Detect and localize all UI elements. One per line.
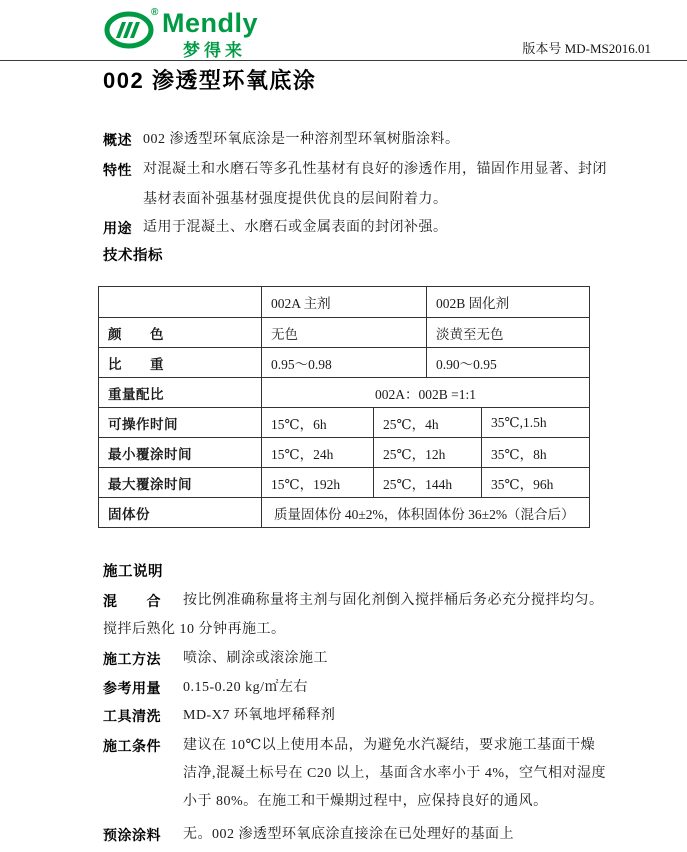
overview-row (103, 125, 635, 155)
color-a: 无色 (261, 318, 426, 347)
gravity-label: 比 重 (108, 356, 164, 372)
usage-row (103, 213, 635, 243)
pot-life-35c: 35℃,1.5h (481, 408, 589, 437)
color-label: 颜 色 (108, 326, 164, 342)
overview-text: 002 渗透型环氧底涂是一种溶剂型环氧树脂涂料。 (143, 132, 460, 147)
precoat-value: 无。002 渗透型环氧底涂直接涂在已处理好的基面上 (183, 827, 514, 842)
cleaning-row (103, 701, 335, 731)
conditions-line-1: 建议在 10℃以上使用本品，为避免水汽凝结，要求施工基面干燥 (183, 738, 596, 753)
table-row-ratio (99, 377, 589, 407)
table-header-row (99, 287, 589, 317)
overview-label: 概述 (103, 132, 132, 148)
conditions-line-3: 小于 80%。在施工和干燥期过程中，应保持良好的通风。 (183, 794, 548, 809)
brand-name-chinese: 梦得来 (183, 41, 246, 60)
min-recoat-15c: 15℃，24h (261, 438, 373, 467)
dosage-value: 0.15-0.20 kg/㎡左右 (183, 680, 309, 695)
table-row-gravity (99, 347, 589, 377)
color-b: 淡黄至无色 (426, 318, 589, 347)
features-label: 特性 (103, 162, 132, 178)
table-row-pot-life (99, 407, 589, 437)
table-header-empty (99, 287, 261, 317)
tech-indicators-heading: 技术指标 (103, 248, 163, 264)
conditions-line-2: 洁净,混凝土标号在 C20 以上，基面含水率小于 4%，空气相对湿度 (183, 766, 606, 781)
mendly-m-logo-icon (104, 11, 156, 51)
spec-table (98, 286, 590, 528)
gravity-a: 0.95～0.98 (261, 348, 426, 377)
pot-life-label: 可操作时间 (108, 416, 178, 432)
mixing-row (103, 586, 604, 616)
method-row (103, 644, 328, 674)
pot-life-15c: 15℃，6h (261, 408, 373, 437)
cleaning-label: 工具清洗 (103, 708, 161, 724)
table-row-max-recoat (99, 467, 589, 497)
table-row-min-recoat (99, 437, 589, 467)
ratio-value: 002A：002B =1:1 (261, 378, 589, 407)
table-row-solids (99, 497, 589, 527)
min-recoat-35c: 35℃，8h (481, 438, 589, 467)
construction-heading: 施工说明 (103, 564, 163, 580)
conditions-row (103, 732, 633, 816)
usage-text: 适用于混凝土、水磨石或金属表面的封闭补强。 (143, 220, 448, 235)
solids-value: 质量固体份 40±2%，体积固体份 36±2%（混合后） (261, 498, 589, 527)
registered-trademark-icon: ® (151, 7, 159, 18)
features-line-1: 对混凝土和水磨石等多孔性基材有良好的渗透作用，锚固作用显著、封闭 (143, 162, 607, 177)
cleaning-value: MD-X7 环氧地坪稀释剂 (183, 708, 336, 723)
dosage-label: 参考用量 (103, 680, 161, 696)
solids-label: 固体份 (108, 506, 150, 522)
max-recoat-15c: 15℃，192h (261, 468, 373, 497)
dosage-row (103, 673, 308, 703)
page-title: 002 渗透型环氧底涂 (103, 68, 317, 93)
method-label: 施工方法 (103, 651, 161, 667)
max-recoat-35c: 35℃，96h (481, 468, 589, 497)
table-header-002b: 002B 固化剂 (426, 287, 589, 317)
table-row-color (99, 317, 589, 347)
min-recoat-25c: 25℃，12h (373, 438, 481, 467)
features-text (143, 155, 635, 215)
precoat-label: 预涂涂料 (103, 827, 161, 843)
gravity-b: 0.90～0.95 (426, 348, 589, 377)
features-row (103, 155, 635, 215)
ratio-label: 重量配比 (108, 386, 164, 402)
min-recoat-label: 最小覆涂时间 (108, 446, 192, 462)
brand-name: Mendly (162, 8, 259, 38)
usage-label: 用途 (103, 220, 132, 236)
pot-life-25c: 25℃，4h (373, 408, 481, 437)
mixing-text: 按比例准确称量将主剂与固化剂倒入搅拌桶后务必充分搅拌均匀。 (183, 593, 604, 608)
mixing-label: 混 合 (103, 593, 161, 609)
header-divider (0, 60, 687, 61)
conditions-label: 施工条件 (103, 738, 161, 754)
version-label: 版本号 MD-MS2016.01 (522, 41, 651, 56)
brand-logo (104, 8, 364, 58)
method-value: 喷涂、刷涂或滚涂施工 (183, 651, 328, 666)
mixing-text-continued: 搅拌后熟化 10 分钟再施工。 (103, 622, 286, 637)
max-recoat-25c: 25℃，144h (373, 468, 481, 497)
table-header-002a: 002A 主剂 (261, 287, 426, 317)
precoat-row (103, 820, 514, 850)
conditions-text (183, 732, 633, 816)
max-recoat-label: 最大覆涂时间 (108, 476, 192, 492)
features-line-2: 基材表面补强基材强度提供优良的层间附着力。 (143, 192, 448, 207)
